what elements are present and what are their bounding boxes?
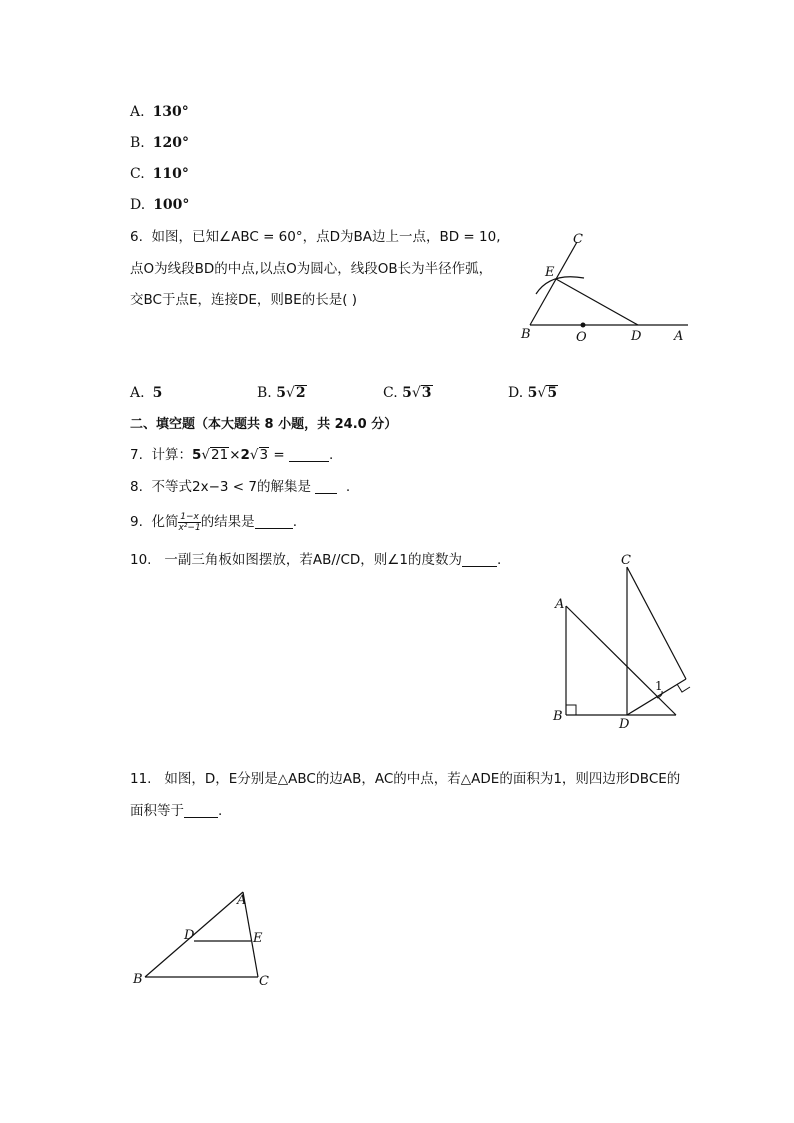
line-a-hyp — [566, 606, 676, 715]
q6-option-b: B. 5√2 — [257, 385, 306, 401]
label-a: A — [555, 597, 565, 612]
q6-option-d: D. 5√5 — [508, 385, 558, 401]
label-e: E — [253, 931, 263, 946]
q9-fraction: $\frac{1-x}{\text{x²−1}}$ — [178, 511, 201, 533]
q10-answer-blank[interactable] — [462, 552, 497, 567]
q6-line3: 交BC于点E，连接DE，则BE的长是( ) — [130, 292, 358, 308]
q6-option-c: C. 5√3 — [383, 385, 432, 401]
label-c: C — [259, 974, 269, 989]
q7: 7. 计算：5√21×2√3 = . — [130, 447, 334, 463]
label-e: E — [545, 265, 555, 280]
q10: 10. 一副三角板如图摆放，若AB//CD，则∠1的度数为 . — [130, 552, 502, 568]
q8: 8. 不等式2x−3 < 7的解集是 . — [130, 479, 351, 495]
label-o: O — [576, 330, 587, 345]
label-b: B — [133, 972, 143, 987]
label-d: D — [631, 329, 642, 344]
right-angle-b — [566, 705, 576, 715]
label-b: B — [553, 709, 563, 724]
q7-answer-blank[interactable] — [289, 447, 329, 462]
q11-figure — [130, 888, 280, 993]
line-de — [556, 279, 638, 325]
q6-figure — [510, 228, 700, 348]
label-c: C — [573, 232, 583, 247]
section2-heading: 二、填空题（本大题共 8 小题，共 24.0 分） — [130, 417, 398, 432]
q6-option-a: A. 5 — [130, 385, 163, 401]
q8-answer-blank[interactable] — [315, 479, 337, 494]
q5-option-c: C. 110° — [130, 166, 189, 182]
label-a: A — [674, 329, 684, 344]
line-c-right — [627, 567, 686, 679]
label-1: 1 — [655, 679, 663, 693]
q6-line2: 点O为线段BD的中点,以点O为圆心，线段OB长为半径作弧， — [130, 261, 493, 277]
label-b: B — [521, 327, 531, 342]
label-d: D — [184, 928, 195, 943]
right-angle-e — [677, 684, 690, 692]
q11-answer-blank[interactable] — [184, 803, 218, 818]
q5-option-d: D. 100° — [130, 197, 190, 213]
line-bc — [530, 242, 577, 325]
label-a: A — [237, 893, 247, 908]
q9: 9. 化简 $\frac{1-x}{\text{x²−1}}$ 的结果是 . — [130, 511, 297, 533]
q5-option-b: B. 120° — [130, 135, 189, 151]
point-o — [581, 323, 586, 328]
label-c: C — [621, 553, 631, 568]
label-d: D — [619, 717, 630, 732]
q5-option-a: A. 130° — [130, 104, 189, 120]
q11-line2: 面积等于 . — [130, 803, 223, 819]
q6-line1: 6. 如图，已知∠ABC = 60°，点D为BA边上一点，BD = 10, — [130, 229, 501, 245]
q10-figure — [545, 548, 695, 733]
arc — [536, 277, 584, 294]
q11-line1: 11. 如图，D，E分别是△ABC的边AB，AC的中点，若△ADE的面积为1，则四边形DBCE的 — [130, 771, 681, 787]
q9-answer-blank[interactable] — [255, 514, 293, 529]
